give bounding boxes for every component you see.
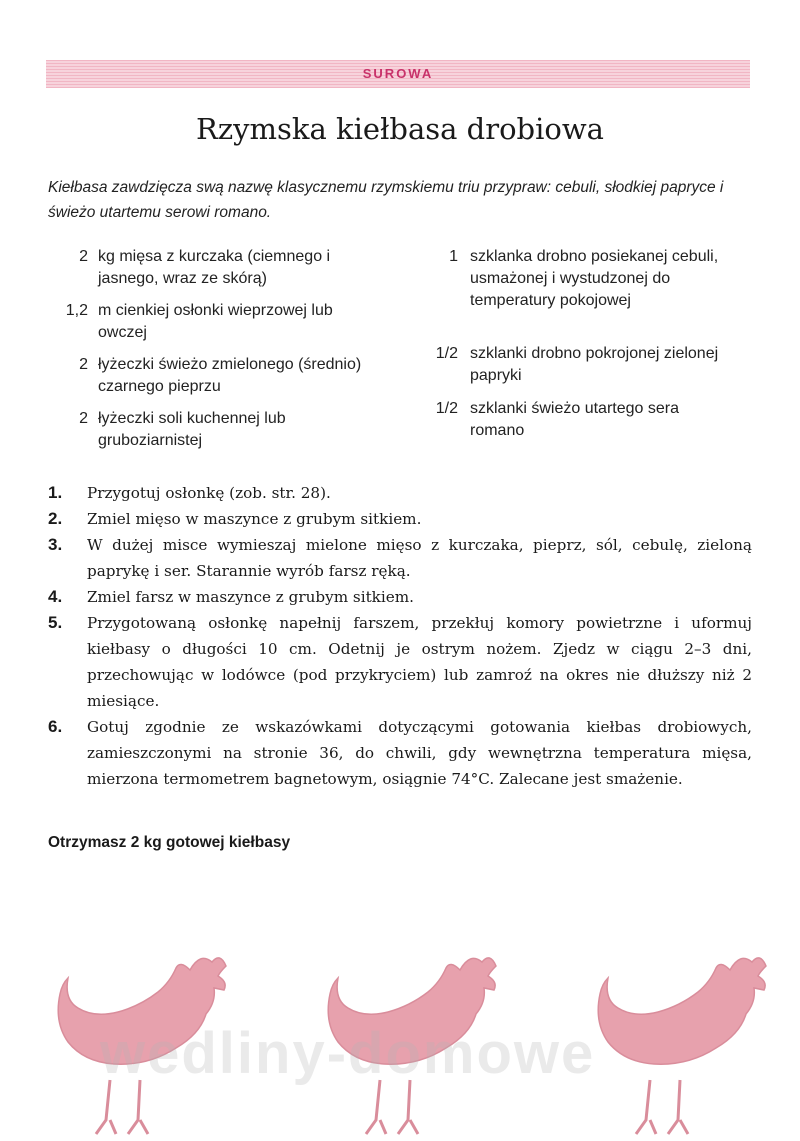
step-number: 4.: [48, 587, 63, 606]
step-item: [48, 480, 752, 506]
ingredient-item: [424, 246, 744, 334]
step-text: Przygotuj osłonkę (zob. str. 28).: [87, 484, 331, 502]
ingredient-item: [54, 246, 374, 290]
step-text: Przygotowaną osłonkę napełnij farszem, przekłuj komory powietrzne i uformuj kiełbasy o długości 10 cm. Odetnij je ostrym nożem. Zjedz w ciągu 2–3 dni, przechowując w lodówce (pod przykryciem) lub zamroź na okres nie dłuższy niż 2 miesiące.: [87, 614, 752, 710]
ingredient-qty: 1,2: [65, 302, 88, 319]
section-label: SUROWA: [362, 66, 434, 81]
ingredient-item: [424, 398, 744, 442]
recipe-yield: Otrzymasz 2 kg gotowej kiełbasy: [48, 834, 291, 851]
step-item: [48, 506, 752, 532]
step-text: Zmiel mięso w maszynce z grubym sitkiem.: [87, 510, 422, 528]
ingredient-item: [54, 408, 374, 452]
ingredient-text: szklanki drobno pokrojonej zielonej papryki: [470, 345, 719, 384]
step-text: Gotuj zgodnie ze wskazówkami dotyczącymi gotowania kiełbas drobiowych, zamieszczonymi na stronie 36, do chwili, gdy wewnętrzna temperatura mięsa, mierzona termometrem bagnetowym, osiągnie 74°C. Zalecane jest smażenie.: [87, 718, 752, 788]
recipe-title: Rzymska kiełbasa drobiowa: [196, 112, 604, 146]
ingredient-qty: 1/2: [435, 400, 458, 417]
step-number: 6.: [48, 717, 63, 736]
step-item: [48, 532, 752, 584]
step-number: 2.: [48, 509, 63, 528]
ingredient-text: szklanki świeżo utartego sera romano: [470, 400, 679, 439]
method-steps: [48, 480, 752, 792]
ingredient-qty: 1/2: [435, 345, 458, 362]
step-number: 3.: [48, 535, 63, 554]
section-header-bar: [46, 60, 750, 88]
step-item: [48, 610, 752, 714]
ingredient-text: kg mięsa z kurczaka (ciemnego i jasnego, wraz ze skórą): [98, 248, 331, 287]
ingredient-qty: 2: [79, 248, 88, 265]
recipe-intro: Kiełbasa zawdzięcza swą nazwę klasycznemu rzymskiemu triu przypraw: cebuli, słodkiej papryce i świeżo utartemu serowi romano.: [48, 179, 724, 221]
ingredient-item: [424, 343, 744, 387]
ingredient-text: łyżeczki soli kuchennej lub gruboziarnistej: [98, 410, 286, 449]
ingredient-qty: 1: [449, 248, 458, 265]
ingredient-text: m cienkiej osłonki wieprzowej lub owczej: [98, 302, 333, 341]
step-number: 1.: [48, 483, 63, 502]
ingredient-item: [54, 354, 374, 398]
ingredient-text: łyżeczki świeżo zmielonego (średnio) czarnego pieprzu: [98, 356, 362, 395]
ingredient-text: szklanka drobno posiekanej cebuli, usmażonej i wystudzonej do temperatury pokojowej: [470, 248, 719, 309]
step-item: [48, 584, 752, 610]
step-text: Zmiel farsz w maszynce z grubym sitkiem.: [87, 588, 414, 606]
step-text: W dużej misce wymieszaj mielone mięso z kurczaka, pieprz, sól, cebulę, zieloną paprykę i ser. Starannie wyrób farsz ręką.: [87, 536, 752, 580]
ingredient-qty: 2: [79, 410, 88, 427]
step-item: [48, 714, 752, 792]
ingredient-qty: 2: [79, 356, 88, 373]
step-number: 5.: [48, 613, 63, 632]
ingredient-item: [54, 300, 374, 344]
watermark: wedliny-domowe: [100, 1021, 596, 1086]
